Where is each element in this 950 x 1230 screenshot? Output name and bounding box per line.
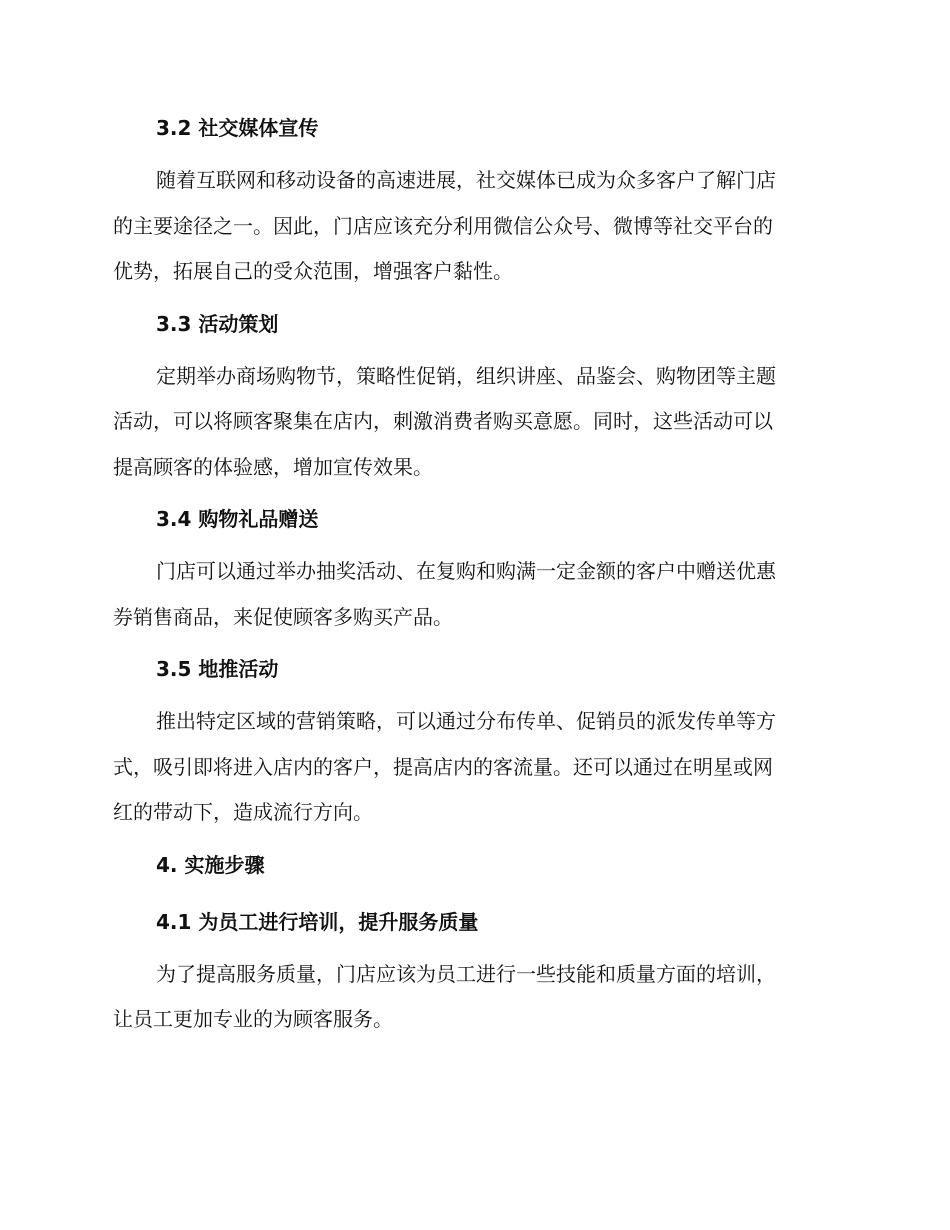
paragraph-3-2: 随着互联网和移动设备的高速进展，社交媒体已成为众多客户了解门店 的主要途径之一。因此，门店应该充分利用微信公众号、微博等社交平台的 优势，拓展自己的受众范围，增强客户黏性。 — [113, 168, 776, 283]
paragraph-4-1: 为了提高服务质量，门店应该为员工进行一些技能和质量方面的培训， 让员工更加专业的为顾客服务。 — [113, 961, 776, 1031]
heading-3-3: 3.3 活动策划 — [156, 311, 279, 336]
heading-3-2: 3.2 社交媒体宣传 — [156, 116, 319, 140]
paragraph-3-4: 门店可以通过举办抽奖活动、在复购和购满一定金额的客户中赠送优惠 券销售商品，来促使顾客多购买产品。 — [113, 559, 776, 629]
heading-4-1: 4.1 为员工进行培训，提升服务质量 — [156, 909, 479, 934]
heading-3-4: 3.4 购物礼品赠送 — [156, 507, 319, 531]
paragraph-3-5: 推出特定区域的营销策略，可以通过分布传单、促销员的派发传单等方 式，吸引即将进入店内的客户，提高店内的客流量。还可以通过在明星或网 红的带动下，造成流行方向。 — [113, 709, 776, 824]
heading-3-5: 3.5 地推活动 — [156, 657, 279, 681]
document-content — [113, 112, 833, 1043]
paragraph-3-3: 定期举办商场购物节，策略性促销，组织讲座、品鉴会、购物团等主题 活动，可以将顾客聚集在店内，刺激消费者购买意愿。同时，这些活动可以 提高顾客的体验感，增加宣传效果。 — [113, 363, 776, 479]
heading-4: 4. 实施步骤 — [156, 852, 265, 877]
